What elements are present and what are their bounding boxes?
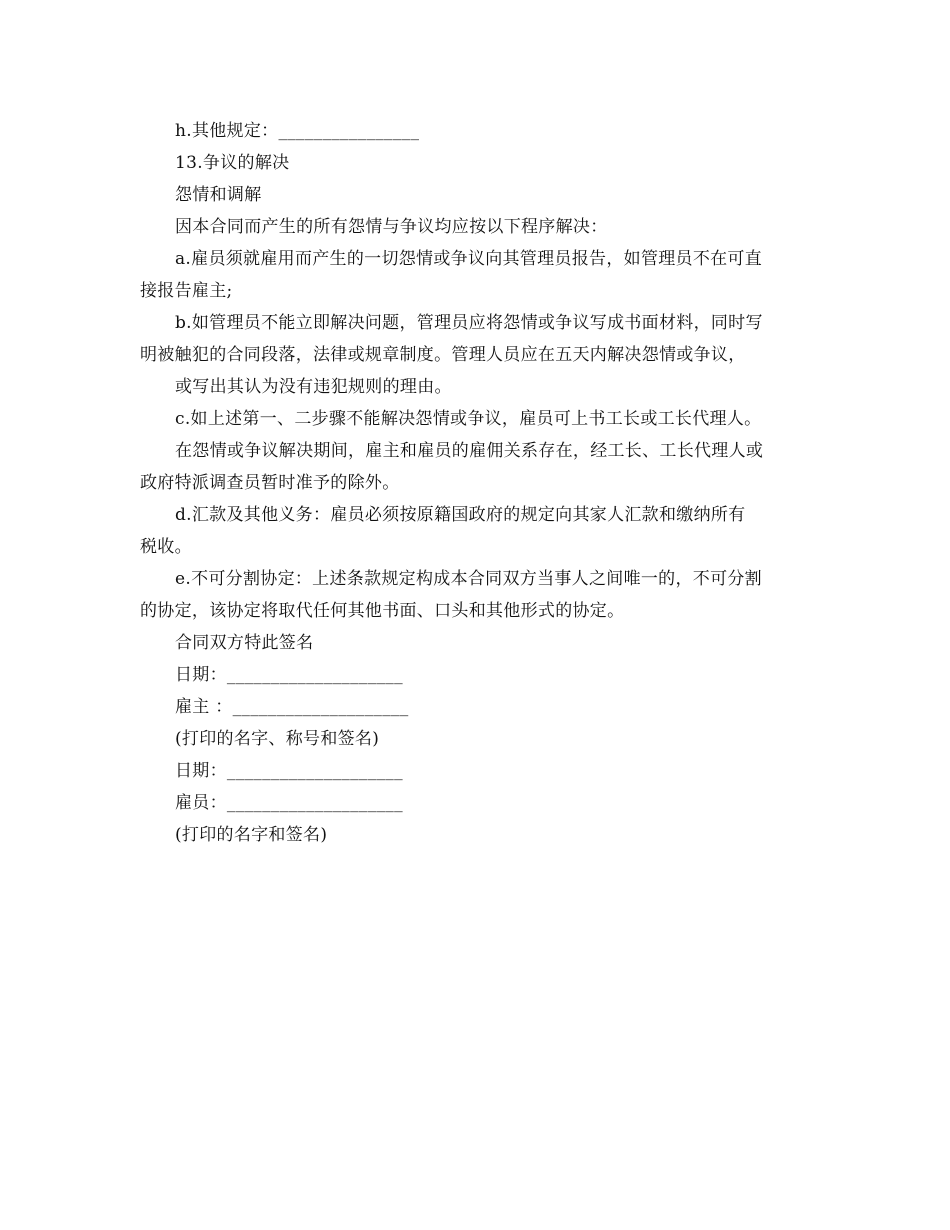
employee-field: 雇员：____________________: [175, 793, 403, 813]
clause-e-line-2: 的协定，该协定将取代任何其他书面、口头和其他形式的协定。: [140, 601, 625, 621]
other-provisions-line: h.其他规定：________________: [175, 121, 420, 141]
employer-date-field: 日期：____________________: [175, 665, 403, 685]
clause-d-line-1: d.汇款及其他义务：雇员必须按原籍国政府的规定向其家人汇款和缴纳所有: [175, 505, 746, 525]
clause-b-line-2: 明被触犯的合同段落，法律或规章制度。管理人员应在五天内解决怨情或争议，: [140, 345, 746, 365]
clause-b-line-3: 或写出其认为没有违犯规则的理由。: [175, 377, 452, 397]
clause-c-line-2: 在怨情或争议解决期间，雇主和雇员的雇佣关系存在，经工长、工长代理人或: [175, 441, 764, 461]
subheading-grievance-mediation: 怨情和调解: [175, 185, 262, 205]
clause-a-line-2: 接报告雇主;: [140, 281, 233, 301]
clause-c-line-3: 政府特派调查员暂时准予的除外。: [140, 473, 400, 493]
document-body: [140, 115, 812, 851]
signature-intro: 合同双方特此签名: [175, 633, 314, 653]
clause-b-line-1: b.如管理员不能立即解决问题，管理员应将怨情或争议写成书面材料，同时写: [175, 313, 763, 333]
clause-c-line-1: c.如上述第一、二步骤不能解决怨情或争议，雇员可上书工长或工长代理人。: [175, 409, 762, 429]
employee-date-field: 日期：____________________: [175, 761, 403, 781]
employee-signature-note: (打印的名字和签名): [175, 825, 328, 845]
section-heading-dispute-resolution: 13.争议的解决: [175, 153, 290, 173]
clause-e-line-1: e.不可分割协定：上述条款规定构成本合同双方当事人之间唯一的，不可分割: [175, 569, 762, 589]
clause-a-line-1: a.雇员须就雇用而产生的一切怨情或争议向其管理员报告，如管理员不在可直: [175, 249, 763, 269]
employer-signature-note: (打印的名字、称号和签名): [175, 729, 380, 749]
employer-field: 雇主 ：____________________: [175, 697, 409, 717]
clause-d-line-2: 税收。: [140, 537, 192, 557]
procedure-intro: 因本合同而产生的所有怨情与争议均应按以下程序解决：: [175, 217, 608, 237]
